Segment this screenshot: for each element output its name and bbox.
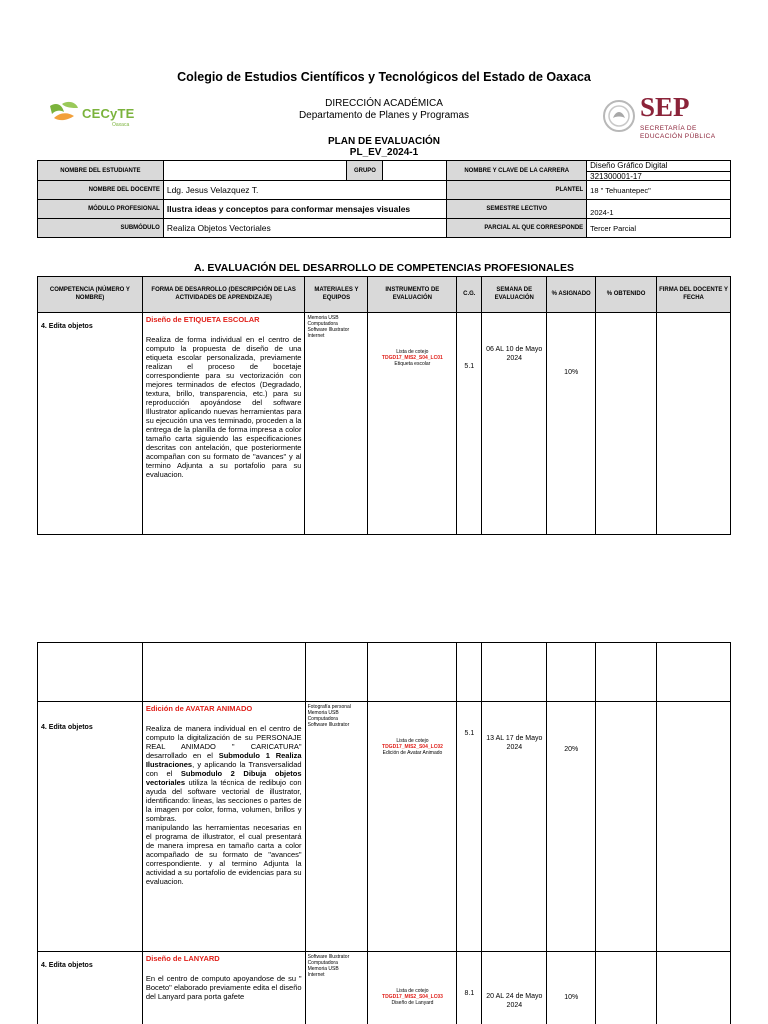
- cecyte-logo-subtext: Oaxaca: [112, 122, 130, 128]
- instrument-code: TDGD17_MIS2_S04_LC01: [381, 355, 443, 361]
- info-row-submodule: [38, 219, 731, 238]
- student-field[interactable]: [163, 161, 347, 181]
- activity-description: [146, 724, 302, 886]
- semester-label: SEMESTRE LECTIVO: [447, 200, 587, 219]
- col-firma: FIRMA DEL DOCENTE Y FECHA: [657, 277, 731, 313]
- info-row-teacher: [38, 181, 731, 200]
- semester-value: 2024-1: [587, 200, 731, 219]
- competencia-cell: 4. Edita objetos: [38, 952, 143, 1024]
- section-title: A. EVALUACIÓN DEL DESARROLLO DE COMPETENCIAS PROFESIONALES: [194, 262, 574, 274]
- forma-cell: [142, 702, 305, 952]
- instrumento-cell: [368, 952, 457, 1024]
- teacher-value: Ldg. Jesus Velazquez T.: [163, 181, 447, 200]
- activity-title: Edición de AVATAR ANIMADO: [145, 704, 253, 713]
- blank-cell: [547, 643, 596, 702]
- direction-block: [0, 98, 768, 122]
- blank-row: [38, 643, 731, 702]
- blank-cell: [657, 643, 731, 702]
- submodule-label: SUBMÓDULO: [38, 219, 164, 238]
- evaluation-table-page2: [37, 642, 731, 1024]
- cecyte-logo-text: CECyTE: [82, 106, 135, 121]
- evaluation-table-page1: [37, 276, 731, 535]
- forma-cell: [142, 313, 305, 535]
- career-name: Diseño Gráfico Digital: [590, 161, 668, 170]
- obtenido-cell[interactable]: [596, 313, 657, 535]
- asignado-cell: 20%: [547, 702, 596, 952]
- instrument-name: Edición de Avatar Animado: [382, 750, 443, 756]
- material-item: Computadora: [307, 716, 338, 722]
- activity-row-etiqueta: [38, 313, 731, 535]
- blank-cell: [38, 643, 143, 702]
- firma-cell[interactable]: [657, 952, 731, 1024]
- desc-text: , y aplicando la Transversalidad con el: [145, 760, 302, 778]
- col-competencia: COMPETENCIA (NÚMERO Y NOMBRE): [38, 277, 143, 313]
- activity-title: Diseño de LANYARD: [145, 954, 220, 963]
- material-item: Computadora: [307, 321, 338, 327]
- asignado-cell: 10%: [547, 313, 596, 535]
- desc-text: Realiza de manera individual en el centro de computo la digitalización de su PERSONAJE REAL ANIMADO " CARICATURA" desarrollado en el: [145, 724, 302, 760]
- material-item: Memoria USB: [307, 966, 339, 972]
- material-item: Fotografía personal: [307, 704, 351, 710]
- blank-cell: [457, 643, 482, 702]
- instrument-name: Diseño de Lanyard: [391, 1000, 434, 1006]
- materiales-cell: [305, 313, 368, 535]
- desc-bold: Submodulo 2 Dibuja objetos vectoriales: [145, 769, 302, 787]
- evaluation-header-row: [38, 277, 731, 313]
- forma-cell: [142, 952, 305, 1024]
- desc-text: utiliza la técnica de redibujo con ayuda del software vectorial de illustrator, identificando: lineas, las secciones o partes de la imagen por color, forma, volumen, brillos y sombras.: [145, 778, 302, 823]
- sep-sub-line1: SECRETARÍA DE: [640, 125, 697, 132]
- obtenido-cell[interactable]: [596, 702, 657, 952]
- career-label: NOMBRE Y CLAVE DE LA CARRERA: [447, 161, 587, 181]
- semana-cell: 20 AL 24 de Mayo 2024: [482, 952, 547, 1024]
- plan-code: PL_EV_2024-1: [349, 147, 419, 158]
- col-materiales: MATERIALES Y EQUIPOS: [305, 277, 368, 313]
- cg-cell: 5.1: [457, 702, 482, 952]
- material-item: Internet: [307, 333, 325, 339]
- group-field[interactable]: [383, 161, 447, 181]
- semana-cell: 06 AL 10 de Mayo 2024: [482, 313, 547, 535]
- group-label: GRUPO: [347, 161, 383, 181]
- cg-cell: 8.1: [457, 952, 482, 1024]
- material-item: Software Illustrator: [307, 722, 350, 728]
- asignado-cell: 10%: [547, 952, 596, 1024]
- plantel-value: 18 " Tehuantepec": [587, 181, 731, 200]
- blank-cell: [596, 643, 657, 702]
- info-row-module: [38, 200, 731, 219]
- instrument-label: Lista de cotejo: [396, 738, 429, 744]
- sep-sub-line2: EDUCACIÓN PÚBLICA: [640, 133, 716, 140]
- instrument-name: Etiqueta escolar: [394, 361, 431, 367]
- activity-row-lanyard: [38, 952, 731, 1024]
- instrument-label: Lista de cotejo: [396, 349, 429, 355]
- instrument-label: Lista de cotejo: [396, 988, 429, 994]
- col-asignado: % ASIGNADO: [547, 277, 596, 313]
- blank-cell: [368, 643, 457, 702]
- module-label: MÓDULO PROFESIONAL: [38, 200, 164, 219]
- material-item: Computadora: [307, 960, 338, 966]
- teacher-label: NOMBRE DEL DOCENTE: [38, 181, 164, 200]
- sep-logo-text: SEP: [640, 92, 690, 122]
- firma-cell[interactable]: [657, 313, 731, 535]
- activity-description: Realiza de forma individual en el centro de computo la propuesta de diseño de una etiqueta escolar personalizada, previamente realizan el proceso de bocetaje correspondiente para su vectorización con mejores terminados de efectos (Degradado, textura, brillo, transparencia, etc.) para su reproducción apoyándose del software Illustrator aplicando nuevas herramientas para su ejecución una ves terminado, proceden a la entrega de la planilla de forma impresa a color tamaño carta siguiendo las especificaciones descritas con antelación, que posteriormente acompañan con su formato de "avances" y al termino Adjunta a su portafolio para su evaluacion.: [145, 335, 302, 479]
- plantel-label: PLANTEL: [447, 181, 587, 200]
- desc-bold: Submodulo 1 Realiza Ilustraciones: [145, 751, 302, 769]
- col-instrumento: INSTRUMENTO DE EVALUACIÓN: [368, 277, 457, 313]
- instrumento-cell: [368, 313, 457, 535]
- blank-cell: [142, 643, 305, 702]
- col-cg: C.G.: [457, 277, 482, 313]
- institution-title: Colegio de Estudios Científicos y Tecnológicos del Estado de Oaxaca: [177, 70, 591, 84]
- module-value: Ilustra ideas y conceptos para conformar mensajes visuales: [163, 200, 447, 219]
- blank-cell: [305, 643, 368, 702]
- firma-cell[interactable]: [657, 702, 731, 952]
- career-code: 321300001-17: [587, 171, 730, 181]
- info-table: [37, 160, 731, 238]
- col-forma: FORMA DE DESARROLLO (DESCRIPCIÓN DE LAS ACTIVIDADES DE APRENDIZAJE): [142, 277, 305, 313]
- materiales-cell: [305, 702, 368, 952]
- material-item: Memoria USB: [307, 710, 339, 716]
- desc-text: manipulando las herramientas necesarias en el programa de illustrator, el cual presentará de manera impresa en tamaño carta a color acompañado de su formato de "avances" correspondiente. y al termino Adjunta la actividad a su portafolio de evidencias para su evaluacion.: [145, 823, 302, 886]
- career-value: [587, 161, 731, 181]
- material-item: Internet: [307, 972, 325, 978]
- material-item: Software Illustrator: [307, 954, 350, 960]
- instrument-code: TDGD17_MIS2_S04_LC03: [382, 994, 443, 1000]
- col-semana: SEMANA DE EVALUACIÓN: [482, 277, 547, 313]
- col-obtenido: % OBTENIDO: [596, 277, 657, 313]
- material-item: Memoria USB: [307, 315, 339, 321]
- plan-title-block: [0, 136, 768, 158]
- obtenido-cell[interactable]: [596, 952, 657, 1024]
- department-name: Departamento de Planes y Programas: [298, 110, 470, 121]
- activity-description: En el centro de computo apoyandose de su " Boceto" elaborado previamente edita el diseño del Lanyard para porta gafete: [145, 974, 302, 1001]
- info-row-student: [38, 161, 731, 181]
- cg-cell: 5.1: [457, 313, 482, 535]
- semana-cell: 13 AL 17 de Mayo 2024: [482, 702, 547, 952]
- partial-label: PARCIAL AL QUE CORRESPONDE: [447, 219, 587, 238]
- materiales-cell: [305, 952, 368, 1024]
- submodule-value: Realiza Objetos Vectoriales: [163, 219, 447, 238]
- instrumento-cell: [368, 702, 457, 952]
- competencia-cell: 4. Edita objetos: [38, 313, 143, 535]
- direction-title: DIRECCIÓN ACADÉMICA: [325, 98, 443, 109]
- blank-cell: [482, 643, 547, 702]
- plan-title: PLAN DE EVALUACIÓN: [327, 136, 441, 147]
- student-label: NOMBRE DEL ESTUDIANTE: [38, 161, 164, 181]
- activity-row-avatar: [38, 702, 731, 952]
- competencia-cell: 4. Edita objetos: [38, 702, 143, 952]
- partial-value: Tercer Parcial: [587, 219, 731, 238]
- instrument-code: TDGD17_MIS2_S04_LC02: [382, 744, 443, 750]
- material-item: Software Illustrator: [307, 327, 350, 333]
- activity-title: Diseño de ETIQUETA ESCOLAR: [145, 315, 260, 324]
